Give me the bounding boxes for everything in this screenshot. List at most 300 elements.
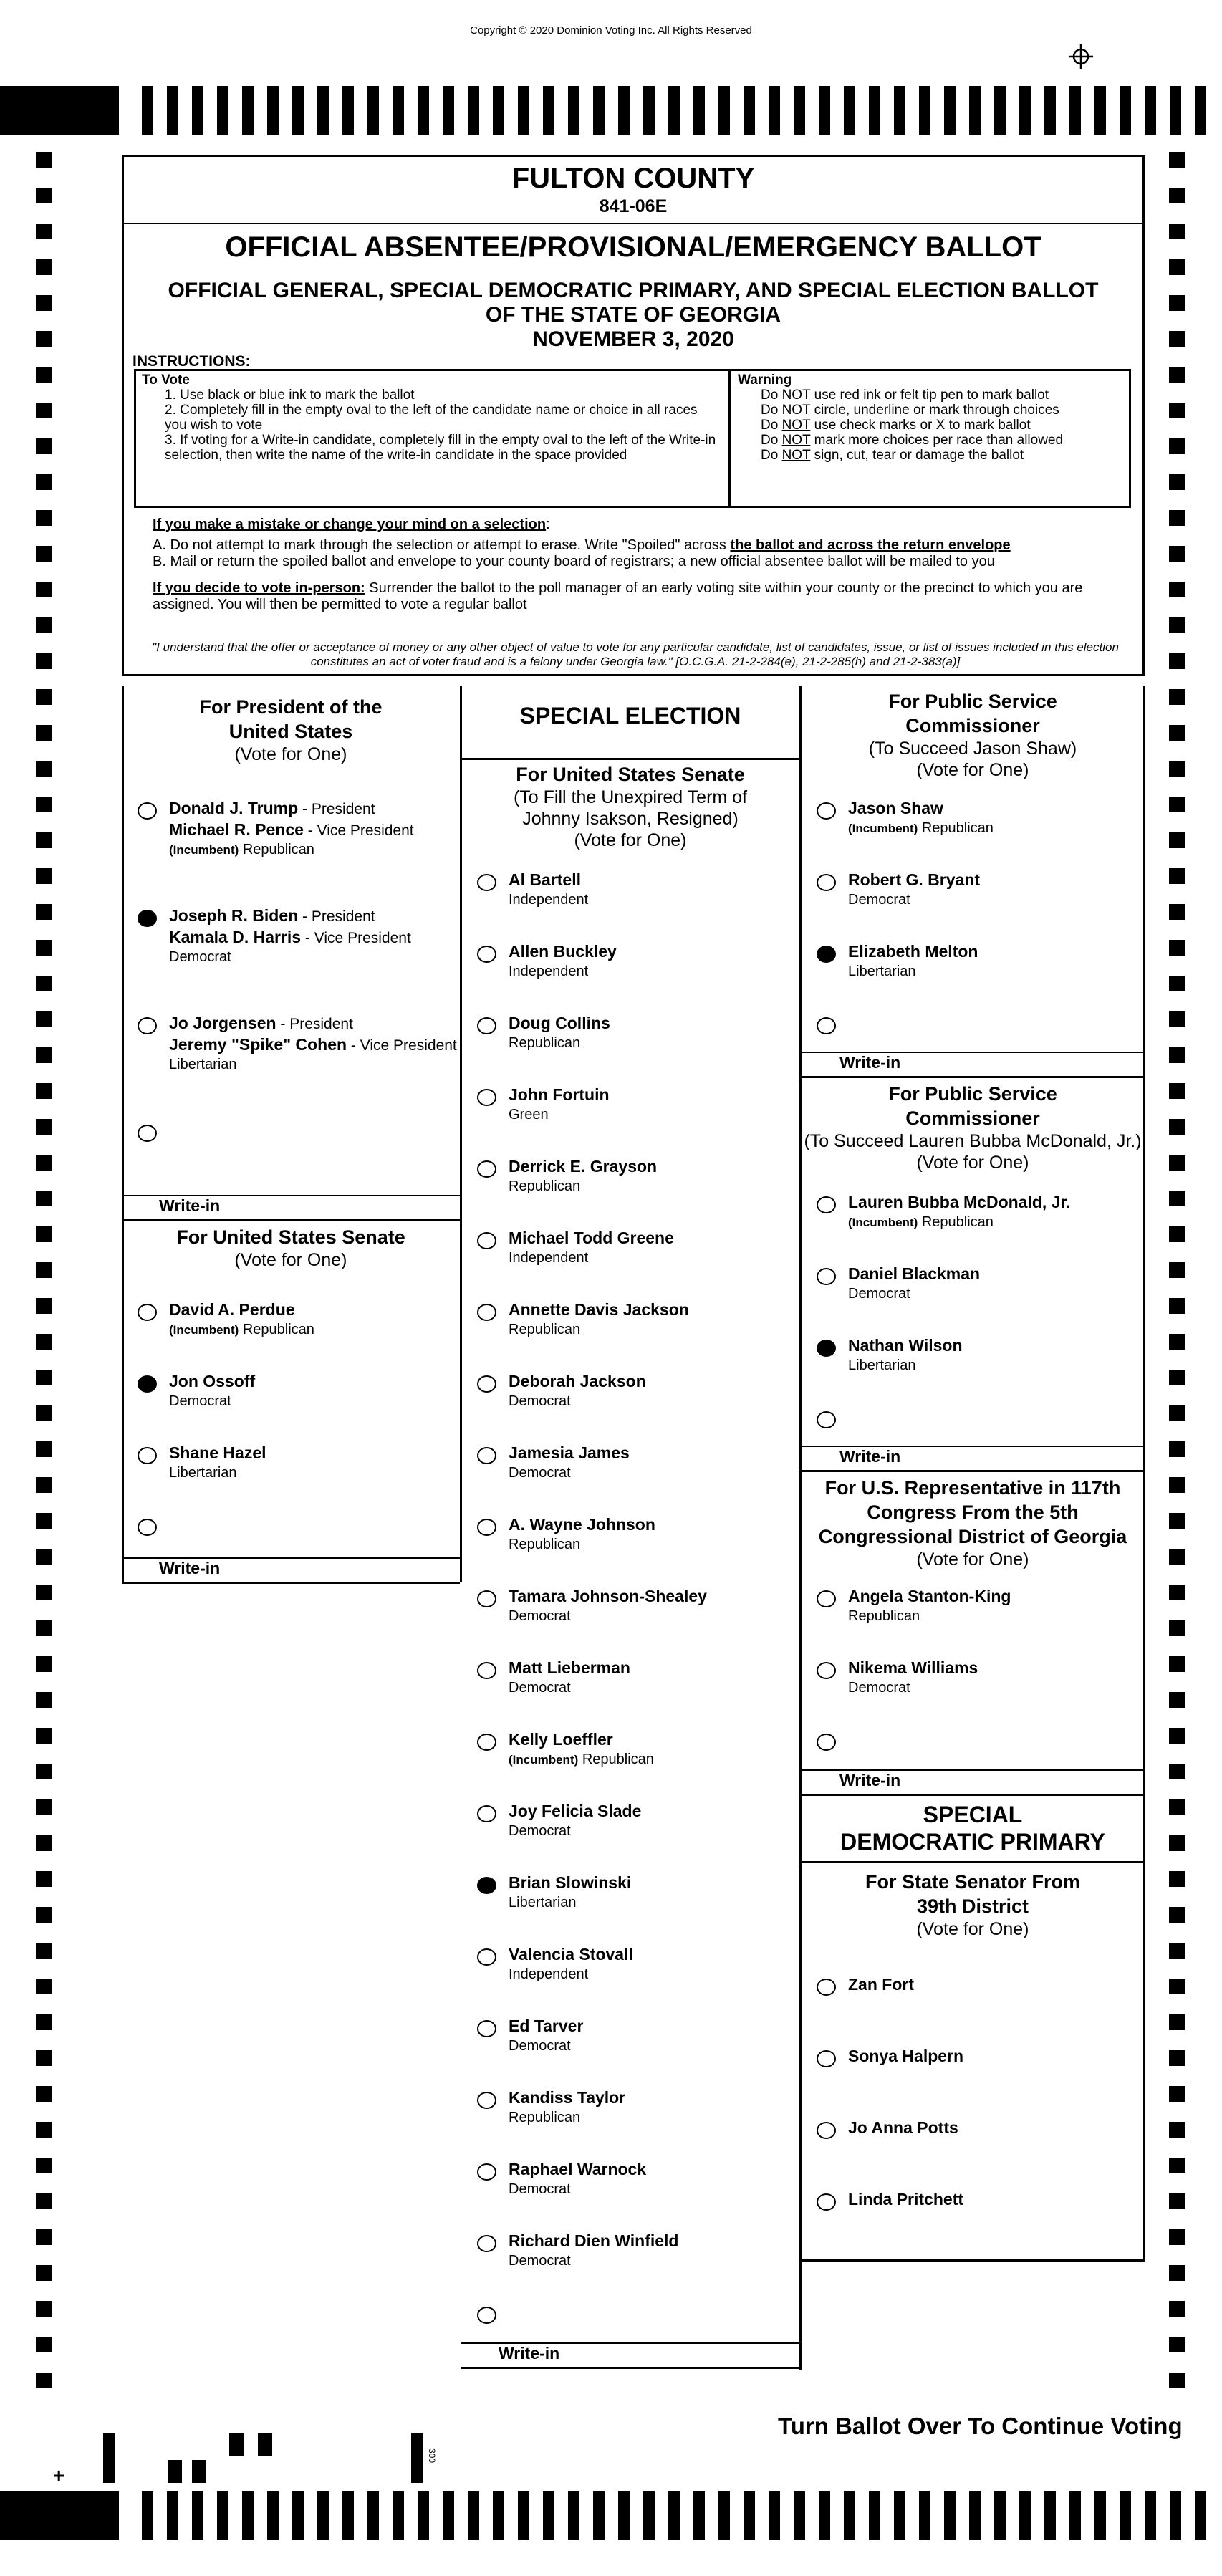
- timing-mark: [493, 2491, 504, 2540]
- vote-oval[interactable]: [477, 1304, 496, 1321]
- candidate-party: [509, 1464, 571, 1482]
- timing-mark: [493, 86, 504, 135]
- timing-mark: [1069, 86, 1081, 135]
- timing-mark: [1169, 1155, 1185, 1171]
- to-vote-step: 1. Use black or blue ink to mark the ballot: [165, 388, 415, 403]
- timing-block: [0, 2491, 119, 2540]
- timing-mark: [1169, 1979, 1185, 1994]
- special-senate-vote-for: (Vote for One): [574, 830, 687, 850]
- timing-mark: [894, 2491, 905, 2540]
- candidate-name: Brian Slowinski: [509, 1873, 632, 1892]
- candidate-party: [509, 1034, 580, 1052]
- timing-mark: [36, 868, 52, 884]
- timing-mark: [167, 2491, 178, 2540]
- party-name: Democrat: [509, 1680, 571, 1696]
- psc1-title: Commissioner: [905, 715, 1040, 736]
- write-in-label: Write-in: [159, 1196, 221, 1215]
- race-divider: [801, 1794, 1145, 1796]
- timing-mark: [794, 2491, 805, 2540]
- warning-not: NOT: [781, 388, 811, 403]
- candidate-name: Jamesia James: [509, 1443, 630, 1462]
- congress-title: Congress From the 5th: [867, 1501, 1079, 1523]
- timing-mark: [36, 1943, 52, 1959]
- subtitle-line-2: OF THE STATE OF GEORGIA: [485, 303, 781, 327]
- to-vote-instructions: [136, 371, 731, 506]
- vote-oval-marked[interactable]: [817, 946, 836, 963]
- timing-mark: [1169, 367, 1185, 383]
- mistake-heading-line: If you make a mistake or change your mind on a selection:: [153, 516, 550, 532]
- timing-mark: [593, 2491, 605, 2540]
- banner-divider: [461, 758, 799, 760]
- write-in-label: Write-in: [839, 1447, 901, 1466]
- timing-mark: [1169, 1477, 1185, 1493]
- vote-oval[interactable]: [477, 946, 496, 963]
- timing-mark: [36, 1119, 52, 1135]
- vote-oval[interactable]: [477, 2020, 496, 2037]
- timing-mark: [36, 1549, 52, 1565]
- vote-oval[interactable]: [138, 1017, 157, 1034]
- timing-mark: [292, 2491, 304, 2540]
- timing-mark: [367, 86, 379, 135]
- timing-mark: [1169, 1191, 1185, 1206]
- timing-mark: [1169, 1083, 1185, 1099]
- vote-oval[interactable]: [817, 1979, 836, 1996]
- timing-mark: [844, 86, 855, 135]
- candidate-name: Deborah Jackson: [509, 1372, 646, 1390]
- timing-mark: [1169, 2014, 1185, 2030]
- timing-mark: [36, 1620, 52, 1636]
- vote-oval[interactable]: [138, 802, 157, 820]
- candidate-name: Jason Shaw: [848, 799, 943, 817]
- candidate-party: [509, 891, 588, 909]
- timing-block: [0, 86, 119, 135]
- mistake-a-emphasis: the ballot and across the return envelope: [730, 537, 1011, 553]
- timing-mark: [36, 1226, 52, 1242]
- timing-mark: [593, 86, 605, 135]
- vote-oval[interactable]: [477, 1017, 496, 1034]
- vote-oval[interactable]: [817, 1734, 836, 1751]
- timing-mark: [1169, 2337, 1185, 2352]
- timing-mark: [36, 1799, 52, 1815]
- timing-mark: [36, 188, 52, 203]
- vote-oval[interactable]: [138, 1519, 157, 1536]
- timing-mark: [36, 2086, 52, 2102]
- role: - President: [298, 801, 375, 817]
- timing-mark: [443, 2491, 454, 2540]
- vote-oval[interactable]: [138, 1304, 157, 1321]
- timing-mark: [1094, 2491, 1106, 2540]
- vote-oval[interactable]: [477, 1590, 496, 1607]
- senate-vote-for: (Vote for One): [234, 1250, 347, 1270]
- timing-mark: [36, 224, 52, 239]
- ballot-title: OFFICIAL ABSENTEE/PROVISIONAL/EMERGENCY BALLOT: [225, 231, 1041, 263]
- party-name: Republican: [578, 1751, 654, 1767]
- timing-mark: [393, 2491, 404, 2540]
- state-senator-title: 39th District: [916, 1895, 1029, 1917]
- mistake-a-text: A. Do not attempt to mark through the selection or attempt to erase. Write "Spoiled" across: [153, 537, 731, 553]
- timing-mark: [142, 2491, 153, 2540]
- timing-mark: [668, 2491, 680, 2540]
- vote-oval[interactable]: [477, 1375, 496, 1393]
- candidate-party: Libertarian: [848, 1357, 916, 1373]
- vote-oval[interactable]: [817, 1268, 836, 1285]
- vote-oval[interactable]: [817, 2122, 836, 2139]
- vote-oval[interactable]: [138, 1447, 157, 1464]
- vote-oval[interactable]: [477, 874, 496, 891]
- timing-mark: [568, 86, 579, 135]
- timing-mark: [1145, 86, 1156, 135]
- president-name: Joseph R. Biden: [169, 906, 299, 925]
- timing-mark: [1094, 86, 1106, 135]
- psc1-title: For Public Service: [888, 691, 1057, 712]
- timing-mark: [36, 1656, 52, 1672]
- vote-oval-marked[interactable]: [817, 1340, 836, 1357]
- scan-mark: [168, 2460, 182, 2483]
- timing-mark: [36, 1692, 52, 1708]
- timing-mark: [1169, 689, 1185, 705]
- timing-mark: [1169, 1405, 1185, 1421]
- vote-oval[interactable]: [477, 2235, 496, 2252]
- candidate-name: Nathan Wilson: [848, 1336, 963, 1355]
- candidate-name: David A. Perdue: [169, 1300, 295, 1319]
- candidate-name: Jo Anna Potts: [848, 2118, 958, 2137]
- timing-mark: [242, 86, 254, 135]
- vp-name: Jeremy "Spike" Cohen: [169, 1035, 347, 1054]
- state-senator-vote-for: (Vote for One): [916, 1919, 1029, 1939]
- warning-prefix: Do: [761, 418, 782, 433]
- scan-mark: [192, 2460, 206, 2483]
- vote-oval[interactable]: [477, 1447, 496, 1464]
- ballot-header: [122, 155, 1145, 676]
- candidate-name: Angela Stanton-King: [848, 1587, 1011, 1605]
- to-vote-heading: To Vote: [142, 373, 190, 388]
- vote-oval[interactable]: [817, 2050, 836, 2067]
- candidate-name: Valencia Stovall: [509, 1945, 633, 1964]
- timing-mark: [1169, 546, 1185, 562]
- vote-oval[interactable]: [817, 1662, 836, 1679]
- timing-mark: [36, 1155, 52, 1171]
- candidate-party: [509, 1822, 571, 1840]
- party-name: Republican: [509, 1322, 581, 1337]
- timing-mark: [1169, 188, 1185, 203]
- timing-mark: [744, 2491, 755, 2540]
- timing-mark: [1169, 832, 1185, 848]
- vote-oval[interactable]: [817, 2193, 836, 2211]
- warning-text: use check marks or X to mark ballot: [810, 418, 1031, 433]
- timing-mark: [36, 295, 52, 311]
- timing-mark: [36, 2229, 52, 2245]
- vp-name: Michael R. Pence: [169, 820, 304, 839]
- candidate-party: [509, 1751, 654, 1769]
- scan-mark: [258, 2433, 272, 2456]
- candidate-name: Linda Pritchett: [848, 2190, 964, 2209]
- candidate-name: Elizabeth Melton: [848, 942, 978, 961]
- timing-mark: [468, 86, 479, 135]
- timing-mark: [819, 2491, 830, 2540]
- timing-mark: [693, 86, 705, 135]
- timing-mark: [1169, 1585, 1185, 1600]
- race-divider: [122, 1582, 460, 1584]
- candidate-name: Shane Hazel: [169, 1443, 266, 1462]
- timing-mark: [769, 2491, 780, 2540]
- candidate-party: [509, 1321, 580, 1339]
- vote-oval[interactable]: [817, 1196, 836, 1213]
- incumbent-tag: (Incumbent): [169, 843, 239, 857]
- vote-oval[interactable]: [817, 1590, 836, 1607]
- timing-mark: [1019, 2491, 1031, 2540]
- timing-mark: [36, 1441, 52, 1457]
- vote-oval[interactable]: [817, 1017, 836, 1034]
- timing-mark: [1169, 1549, 1185, 1565]
- vote-oval[interactable]: [477, 1805, 496, 1822]
- timing-mark: [36, 1764, 52, 1779]
- to-vote-step: 2. Completely fill in the empty oval to the left of the candidate name or choice in all races you wish to vote: [165, 403, 698, 433]
- candidate-name: Zan Fort: [848, 1975, 914, 1994]
- timing-mark: [643, 2491, 655, 2540]
- timing-mark: [1169, 653, 1185, 669]
- candidate-name: Michael Todd Greene: [509, 1229, 674, 1247]
- timing-mark: [36, 1262, 52, 1278]
- candidate-name: Nikema Williams: [848, 1658, 978, 1677]
- vote-oval[interactable]: [817, 1411, 836, 1428]
- vote-oval[interactable]: [477, 1160, 496, 1178]
- timing-mark: [36, 510, 52, 526]
- timing-mark: [36, 474, 52, 490]
- timing-mark: [36, 1334, 52, 1350]
- race-divider: [801, 1076, 1145, 1078]
- timing-mark: [1169, 438, 1185, 454]
- candidate-party: [509, 1607, 571, 1625]
- election-date: NOVEMBER 3, 2020: [532, 327, 734, 351]
- warning-item: [738, 403, 1122, 418]
- timing-mark: [267, 2491, 279, 2540]
- to-vote-step: 3. If voting for a Write-in candidate, completely fill in the empty oval to the left of the Write-in selection, then write the name of the write-in candidate in the space provided: [165, 433, 716, 463]
- special-election-banner: SPECIAL ELECTION: [519, 703, 741, 729]
- incumbent-tag: (Incumbent): [509, 1753, 579, 1767]
- party-name: Democrat: [509, 1823, 571, 1839]
- timing-mark: [1169, 1262, 1185, 1278]
- candidate-name: Doug Collins: [509, 1014, 610, 1032]
- timing-mark: [1169, 1011, 1185, 1027]
- incumbent-tag: (Incumbent): [848, 1216, 918, 1229]
- timing-mark: [643, 86, 655, 135]
- candidate-party: [509, 2181, 571, 2198]
- role: - Vice President: [303, 822, 414, 839]
- candidate-party: [509, 963, 588, 981]
- warning-not: NOT: [781, 418, 811, 433]
- vote-oval[interactable]: [477, 1948, 496, 1966]
- timing-mark: [744, 86, 755, 135]
- race-divider: [461, 2367, 799, 2369]
- timing-mark: [894, 86, 905, 135]
- timing-mark: [36, 1405, 52, 1421]
- vote-oval-marked[interactable]: [138, 1375, 157, 1393]
- timing-mark: [36, 1011, 52, 1027]
- role: - President: [276, 1016, 353, 1032]
- warning-item: [738, 388, 1122, 403]
- party-name: Republican: [918, 1214, 994, 1230]
- primary-banner: DEMOCRATIC PRIMARY: [840, 1829, 1105, 1855]
- write-in-label: Write-in: [499, 2344, 560, 2363]
- timing-mark: [192, 2491, 203, 2540]
- timing-mark: [36, 1871, 52, 1887]
- timing-mark: [1169, 1620, 1185, 1636]
- in-person-instructions: [153, 580, 1134, 613]
- special-senate-sub: (To Fill the Unexpired Term of: [513, 787, 748, 807]
- warning-item: [738, 433, 1122, 448]
- party-name: Republican: [509, 2110, 581, 2125]
- timing-mark: [1019, 86, 1031, 135]
- timing-mark: [1169, 1943, 1185, 1959]
- timing-mark: [618, 86, 630, 135]
- race-divider: [801, 1470, 1145, 1472]
- candidate-party: [509, 1106, 549, 1124]
- warning-prefix: Do: [761, 388, 782, 403]
- ballot-code: 841-06E: [599, 196, 668, 216]
- party-name: Democrat: [509, 1465, 571, 1481]
- candidate-name: Raphael Warnock: [509, 2160, 647, 2178]
- timing-mark: [36, 976, 52, 991]
- timing-mark: [142, 86, 153, 135]
- timing-mark: [769, 86, 780, 135]
- timing-mark: [1169, 2193, 1185, 2209]
- role: - Vice President: [301, 930, 411, 946]
- timing-mark: [1170, 86, 1181, 135]
- timing-mark: [1169, 259, 1185, 275]
- candidate-name: Robert G. Bryant: [848, 870, 981, 889]
- vote-oval[interactable]: [477, 1519, 496, 1536]
- timing-mark: [36, 546, 52, 562]
- warning-not: NOT: [781, 403, 811, 418]
- race-divider: [801, 2259, 1145, 2262]
- psc2-title: Commissioner: [905, 1107, 1040, 1129]
- timing-mark: [844, 2491, 855, 2540]
- vote-oval-marked[interactable]: [477, 1877, 496, 1894]
- timing-mark: [418, 2491, 429, 2540]
- president-race-title: For President of the United States: [199, 696, 383, 742]
- timing-mark: [1169, 1656, 1185, 1672]
- timing-mark: [36, 1835, 52, 1851]
- county-section: [124, 157, 1142, 224]
- timing-mark: [1169, 2158, 1185, 2173]
- timing-mark: [36, 2014, 52, 2030]
- timing-mark: [36, 2122, 52, 2138]
- psc2-vote-for: (Vote for One): [916, 1153, 1029, 1173]
- timing-mark: [36, 1370, 52, 1385]
- timing-mark: [36, 2193, 52, 2209]
- vote-oval[interactable]: [477, 2163, 496, 2181]
- candidate-party: Democrat: [169, 949, 231, 965]
- candidate-name: Joy Felicia Slade: [509, 1802, 642, 1820]
- timing-mark: [36, 832, 52, 848]
- party-name: Libertarian: [509, 1895, 577, 1911]
- timing-mark: [36, 1477, 52, 1493]
- vote-oval[interactable]: [477, 2092, 496, 2109]
- timing-mark: [292, 86, 304, 135]
- running-mate-name: [169, 820, 414, 841]
- vote-oval[interactable]: [477, 1089, 496, 1106]
- vote-oval[interactable]: [477, 2307, 496, 2324]
- warning-heading: Warning: [738, 373, 792, 388]
- candidate-party: [848, 1213, 994, 1231]
- scan-mark: [103, 2433, 115, 2483]
- candidate-party: [509, 1393, 571, 1410]
- candidate-party: [509, 1536, 580, 1554]
- candidate-party: Democrat: [848, 892, 910, 908]
- banner-divider: [801, 1861, 1145, 1863]
- vote-oval[interactable]: [138, 1125, 157, 1142]
- timing-mark: [1169, 617, 1185, 633]
- timing-mark: [1169, 1513, 1185, 1529]
- candidate-name: Richard Dien Winfield: [509, 2231, 679, 2250]
- timing-mark: [342, 2491, 354, 2540]
- role: - President: [298, 908, 375, 925]
- timing-mark: [36, 940, 52, 956]
- timing-mark: [367, 2491, 379, 2540]
- timing-mark: [969, 86, 981, 135]
- candidate-name: Derrick E. Grayson: [509, 1157, 658, 1176]
- president-name: Donald J. Trump: [169, 799, 299, 817]
- vote-oval[interactable]: [477, 1232, 496, 1249]
- timing-mark: [36, 797, 52, 812]
- timing-mark: [36, 1513, 52, 1529]
- party-name: Republican: [509, 1035, 581, 1051]
- timing-mark: [1169, 1907, 1185, 1923]
- candidate-party: [509, 1249, 588, 1267]
- timing-mark: [1169, 761, 1185, 777]
- timing-mark: [1169, 2265, 1185, 2281]
- turn-over-notice: Turn Ballot Over To Continue Voting: [778, 2413, 1183, 2439]
- candidate-name: Daniel Blackman: [848, 1264, 981, 1283]
- candidate-party: Libertarian: [169, 1465, 237, 1481]
- timing-mark: [618, 2491, 630, 2540]
- timing-mark: [36, 438, 52, 454]
- psc1-sub: (To Succeed Jason Shaw): [868, 739, 1077, 759]
- column-2: [461, 686, 799, 2371]
- role: - Vice President: [347, 1037, 457, 1054]
- vote-oval-marked[interactable]: [138, 910, 157, 927]
- party-name: Republican: [509, 1537, 581, 1552]
- warning-text: sign, cut, tear or damage the ballot: [810, 448, 1024, 463]
- timing-mark: [869, 2491, 880, 2540]
- vote-oval[interactable]: [477, 1734, 496, 1751]
- subtitle-line-1: OFFICIAL GENERAL, SPECIAL DEMOCRATIC PRIMARY, AND SPECIAL ELECTION BALLOT: [168, 279, 1099, 302]
- timing-mark: [1169, 224, 1185, 239]
- candidate-party: [509, 1178, 580, 1196]
- timing-mark: [1044, 86, 1056, 135]
- candidate-party: [848, 820, 994, 837]
- timing-mark: [36, 2158, 52, 2173]
- party-name: Green: [509, 1107, 549, 1123]
- party-name: Democrat: [509, 2038, 571, 2054]
- timing-mark: [36, 1191, 52, 1206]
- warning-text: circle, underline or mark through choices: [810, 403, 1059, 418]
- vote-oval[interactable]: [817, 874, 836, 891]
- timing-mark: [36, 2265, 52, 2281]
- mistake-heading: If you make a mistake or change your mind on a selection: [153, 516, 547, 532]
- timing-mark: [1169, 1226, 1185, 1242]
- candidate-party: [169, 841, 314, 859]
- congress-vote-for: (Vote for One): [916, 1549, 1029, 1570]
- vote-oval[interactable]: [817, 802, 836, 820]
- candidate-name: [169, 905, 375, 927]
- timing-mark: [1169, 403, 1185, 418]
- timing-mark: [944, 2491, 956, 2540]
- candidate-name: Matt Lieberman: [509, 1658, 630, 1677]
- race-divider: [122, 1219, 460, 1221]
- party-name: Republican: [239, 1322, 314, 1337]
- vote-oval[interactable]: [477, 1662, 496, 1679]
